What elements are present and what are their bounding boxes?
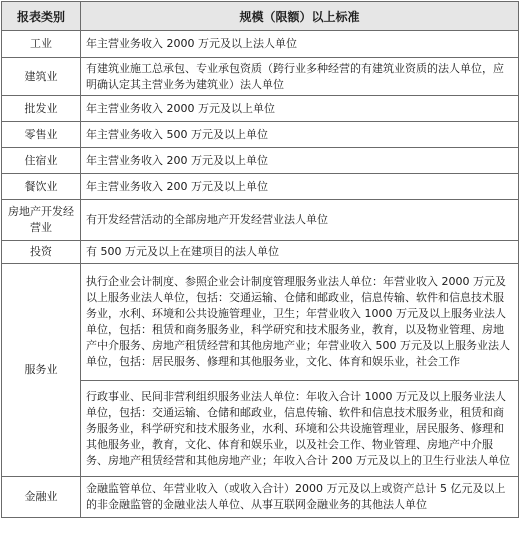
row-standard: 有 500 万元及以上在建项目的法人单位 — [81, 241, 519, 264]
row-standard: 年主营业务收入 200 万元及以上单位 — [81, 174, 519, 200]
table-row — [2, 31, 519, 58]
table-row — [2, 58, 519, 96]
table-row — [2, 264, 519, 381]
header-standard: 规模（限额）以上标准 — [81, 2, 519, 31]
row-category: 零售业 — [2, 122, 81, 148]
row-category: 建筑业 — [2, 58, 81, 96]
header-category: 报表类别 — [2, 2, 81, 31]
row-standard: 有建筑业施工总承包、专业承包资质（跨行业多种经营的有建筑业资质的法人单位，应明确认定其主营业务为建筑业）法人单位 — [81, 58, 519, 96]
row-category: 餐饮业 — [2, 174, 81, 200]
standards-table — [1, 1, 519, 518]
table-row — [2, 200, 519, 241]
row-category: 批发业 — [2, 96, 81, 122]
row-standard-nonprofit: 行政事业、民间非营利组织服务业法人单位：年收入合计 1000 万元及以上服务业法人单位，包括：交通运输、仓储和邮政业，信息传输、软件和信息技术服务业，租赁和商务服务业，科学研究和技术服务业，水利、环境和公共设施管理业，居民服务、修理和其他服务业，教育，文化、体育和娱乐业，以及社会工作、物业管理、房地产中介服务、房地产租赁经营和其他房地产业；年收入合计 200 万元及以上的卫生行业法人单位 — [81, 381, 519, 477]
row-category: 服务业 — [2, 264, 81, 477]
table-row — [2, 148, 519, 174]
row-category: 房地产开发经营业 — [2, 200, 81, 241]
table-header-row — [2, 2, 519, 31]
table-row — [2, 96, 519, 122]
row-category: 投资 — [2, 241, 81, 264]
row-standard: 年主营业务收入 200 万元及以上单位 — [81, 148, 519, 174]
row-standard: 年主营业务收入 2000 万元及以上单位 — [81, 96, 519, 122]
row-standard: 年主营业务收入 500 万元及以上单位 — [81, 122, 519, 148]
row-category: 住宿业 — [2, 148, 81, 174]
row-standard: 金融监管单位、年营业收入（或收入合计）2000 万元及以上或资产总计 5 亿元及以上的非金融监管的金融业法人单位、从事互联网金融业务的其他法人单位 — [81, 477, 519, 518]
row-category: 金融业 — [2, 477, 81, 518]
table-row — [2, 477, 519, 518]
table-row — [2, 174, 519, 200]
row-category: 工业 — [2, 31, 81, 58]
row-standard: 有开发经营活动的全部房地产开发经营业法人单位 — [81, 200, 519, 241]
table-row — [2, 122, 519, 148]
table-row — [2, 241, 519, 264]
row-standard: 年主营业务收入 2000 万元及以上法人单位 — [81, 31, 519, 58]
row-standard-enterprise: 执行企业会计制度、参照企业会计制度管理服务业法人单位：年营业收入 2000 万元及以上服务业法人单位，包括：交通运输、仓储和邮政业，信息传输、软件和信息技术服务业，水利、环境和公共设施管理业，卫生；年营业收入 1000 万元及以上服务业法人单位，包括：租赁和商务服务业，科学研究和技术服务业，教育，以及物业管理、房地产中介服务、房地产租赁经营和其他房地产业；年营业收入 500 万元及以上服务业法人单位，包括：居民服务、修理和其他服务业，文化、体育和娱乐业，社会工作 — [81, 264, 519, 381]
